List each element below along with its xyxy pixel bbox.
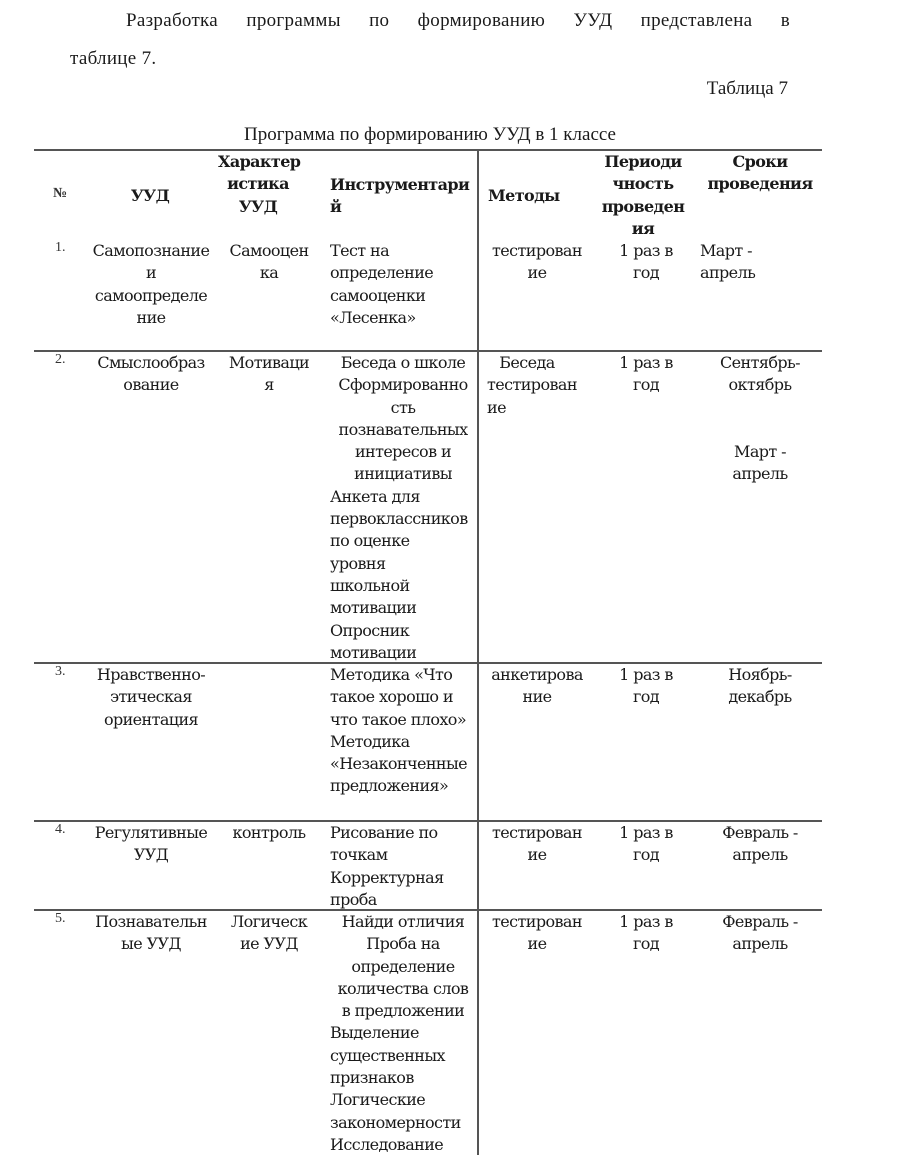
cell-dates xyxy=(700,822,820,867)
cell-dates-line: Февраль - xyxy=(722,912,798,931)
cell-uud-line: Самопознание xyxy=(92,241,210,260)
cell-tools-line: Проба на xyxy=(366,934,440,954)
header-periodicity-line: Периоди xyxy=(604,152,682,171)
cell-tools-line: Выделение xyxy=(330,1023,419,1043)
cell-characteristic-line: Самооцен xyxy=(229,241,309,260)
cell-characteristic-line: ка xyxy=(259,263,279,283)
cell-characteristic-line: Мотиваци xyxy=(228,353,310,372)
cell-dates-line: апрель xyxy=(732,934,788,954)
cell-tools-line: Исследование xyxy=(330,1134,444,1154)
intro-line-2: таблице 7. xyxy=(70,48,157,69)
cell-tools-line: мотивации xyxy=(330,642,417,662)
cell-dates-line: апрель xyxy=(732,463,788,483)
cell-tools-line: существенных xyxy=(330,1045,445,1065)
cell-tools-line: «Незаконченные xyxy=(330,754,467,774)
cell-tools-line: инициативы xyxy=(354,464,452,484)
cell-uud-line: Регулятивные xyxy=(94,823,208,842)
cell-methods-line: ие xyxy=(527,263,547,283)
header-periodicity xyxy=(598,151,688,240)
cell-methods xyxy=(487,822,587,867)
cell-tools-line: точкам xyxy=(330,845,388,865)
cell-tools-line: самооценки xyxy=(330,285,426,305)
cell-uud-line: самоопределе xyxy=(94,285,208,305)
cell-uud-line: и xyxy=(145,263,157,283)
header-dates xyxy=(700,151,820,196)
row-number: 4. xyxy=(55,822,66,837)
header-methods: Методы xyxy=(488,186,560,205)
cell-periodicity-line: год xyxy=(632,687,660,707)
cell-methods xyxy=(487,911,587,956)
cell-periodicity xyxy=(600,664,692,709)
cell-tools-line: Анкета для xyxy=(330,486,420,506)
cell-uud xyxy=(86,911,216,956)
cell-tools-line: что такое плохо» xyxy=(330,709,467,729)
cell-tools xyxy=(330,664,476,798)
cell-tools-line: Методика «Что xyxy=(330,665,453,684)
cell-characteristic-line: я xyxy=(264,375,274,395)
cell-tools-line: Тест на xyxy=(330,241,390,260)
cell-dates-line: Сентябрь- xyxy=(720,353,800,372)
cell-tools-line: Опросник xyxy=(330,620,410,640)
cell-characteristic xyxy=(222,240,316,285)
header-tools-line: й xyxy=(330,197,342,217)
cell-uud xyxy=(86,664,216,731)
cell-methods-line: тестирован xyxy=(492,241,582,260)
cell-dates xyxy=(700,352,820,485)
cell-tools xyxy=(330,911,476,1156)
cell-tools-line: количества слов xyxy=(337,978,469,998)
cell-methods-line: тестирован xyxy=(492,823,582,842)
cell-tools-line: Найди отличия xyxy=(341,912,465,931)
column-divider xyxy=(477,150,479,1155)
cell-periodicity-line: год xyxy=(632,263,660,283)
cell-dates-line: Февраль - xyxy=(722,823,798,842)
cell-periodicity-line: 1 раз в xyxy=(619,665,673,684)
header-characteristic-line: УУД xyxy=(238,196,278,216)
cell-periodicity-line: год xyxy=(632,375,660,395)
cell-dates-line: Март - xyxy=(700,241,752,260)
table-title: Программа по формированию УУД в 1 классе xyxy=(244,124,616,145)
cell-dates-line: апрель xyxy=(700,263,756,283)
cell-tools-line: закономерности xyxy=(330,1112,461,1132)
cell-tools-line: познавательных xyxy=(338,419,468,439)
cell-tools-line: признаков xyxy=(330,1068,414,1088)
cell-tools-line: Корректурная xyxy=(330,867,444,887)
cell-tools-line: предложения» xyxy=(330,776,449,796)
intro-paragraph xyxy=(70,2,790,78)
cell-methods-line: анкетирова xyxy=(491,665,583,684)
cell-characteristic-line: контроль xyxy=(232,823,306,842)
cell-tools-line: школьной xyxy=(330,575,410,595)
cell-tools-line: такое хорошо и xyxy=(330,687,453,707)
cell-dates xyxy=(700,911,820,956)
cell-methods-line: ие xyxy=(487,397,506,417)
cell-periodicity-line: год xyxy=(632,845,660,865)
header-num: № xyxy=(53,186,68,201)
cell-dates-line: октябрь xyxy=(728,375,792,395)
cell-periodicity xyxy=(600,822,692,867)
cell-tools-line: Рисование по xyxy=(330,823,438,842)
cell-uud-line: этическая xyxy=(110,687,192,707)
cell-tools-line: определение xyxy=(330,263,434,283)
row-number: 2. xyxy=(55,352,66,367)
cell-periodicity-line: 1 раз в xyxy=(619,912,673,931)
cell-characteristic-line: ие УУД xyxy=(240,934,298,954)
header-periodicity-line: проведен xyxy=(601,196,685,216)
cell-tools-line: по оценке xyxy=(330,531,410,551)
cell-tools-line: мотивации xyxy=(330,598,417,618)
cell-dates-line: апрель xyxy=(732,845,788,865)
cell-periodicity-line: год xyxy=(632,934,660,954)
table-number: Таблица 7 xyxy=(706,78,788,99)
row-number: 5. xyxy=(55,911,66,926)
cell-tools-line: уровня xyxy=(330,553,386,573)
cell-uud xyxy=(86,352,216,397)
cell-tools xyxy=(330,822,476,911)
cell-uud xyxy=(86,240,216,329)
cell-methods-line: тестирован xyxy=(487,375,577,395)
cell-uud-line: ние xyxy=(136,307,166,327)
header-dates-line: Сроки xyxy=(732,152,788,171)
cell-periodicity-line: 1 раз в xyxy=(619,823,673,842)
cell-dates-line: декабрь xyxy=(728,687,792,707)
cell-characteristic xyxy=(222,352,316,397)
header-tools-line: Инструментари xyxy=(330,175,470,194)
cell-tools-line: интересов и xyxy=(354,442,452,462)
header-characteristic-line: истика xyxy=(227,174,289,194)
cell-uud-line: ование xyxy=(123,375,179,395)
cell-uud-line: ориентация xyxy=(103,709,199,729)
row-number: 3. xyxy=(55,664,66,679)
cell-methods-line: ие xyxy=(527,934,547,954)
cell-dates-line: Март - xyxy=(734,441,786,461)
cell-tools-line: Сформированно xyxy=(338,375,468,395)
cell-dates-line: Ноябрь- xyxy=(728,665,792,684)
cell-methods-line: ие xyxy=(527,845,547,865)
cell-tools-line: Методика xyxy=(330,731,410,751)
cell-tools-line: Беседа о школе xyxy=(340,353,466,372)
cell-characteristic-line: Логическ xyxy=(230,912,308,931)
cell-periodicity-line: 1 раз в xyxy=(619,241,673,260)
cell-dates xyxy=(700,240,820,285)
cell-methods xyxy=(487,240,587,285)
cell-uud-line: Смыслообраз xyxy=(97,353,205,372)
cell-methods-line: Беседа xyxy=(499,353,555,372)
cell-characteristic xyxy=(222,911,316,956)
cell-methods xyxy=(487,352,587,419)
cell-tools-line: сть xyxy=(390,397,416,417)
header-characteristic-line: Характер xyxy=(218,152,301,171)
cell-uud-line: Познавательн xyxy=(95,912,207,931)
cell-methods xyxy=(487,664,587,709)
cell-tools xyxy=(330,240,476,329)
row-number: 1. xyxy=(55,240,66,255)
cell-periodicity-line: 1 раз в xyxy=(619,353,673,372)
header-dates-line: проведения xyxy=(707,174,813,194)
cell-periodicity xyxy=(600,240,692,285)
cell-characteristic xyxy=(222,822,316,844)
cell-dates xyxy=(700,664,820,709)
cell-uud-line: УУД xyxy=(133,845,169,865)
cell-uud-line: ые УУД xyxy=(121,934,181,954)
cell-tools-line: первоклассников xyxy=(330,509,468,529)
cell-uud-line: Нравственно- xyxy=(96,665,206,684)
header-characteristic xyxy=(218,151,301,218)
cell-periodicity xyxy=(600,911,692,956)
header-periodicity-line: ия xyxy=(631,218,655,238)
header-periodicity-line: чность xyxy=(612,174,674,194)
header-tools xyxy=(330,174,480,219)
cell-tools xyxy=(330,352,476,664)
cell-uud xyxy=(86,822,216,867)
header-uud: УУД xyxy=(130,186,170,205)
cell-tools-line: в предложении xyxy=(341,1001,465,1021)
cell-tools-line: «Лесенка» xyxy=(330,307,416,327)
cell-tools-line: проба xyxy=(330,889,377,909)
intro-line-1: Разработка программы по формированию УУД представлена в xyxy=(126,10,790,31)
cell-tools-line: определение xyxy=(351,956,455,976)
cell-methods-line: ние xyxy=(522,687,552,707)
cell-tools-line: Логические xyxy=(330,1090,426,1110)
cell-methods-line: тестирован xyxy=(492,912,582,931)
cell-periodicity xyxy=(600,352,692,397)
